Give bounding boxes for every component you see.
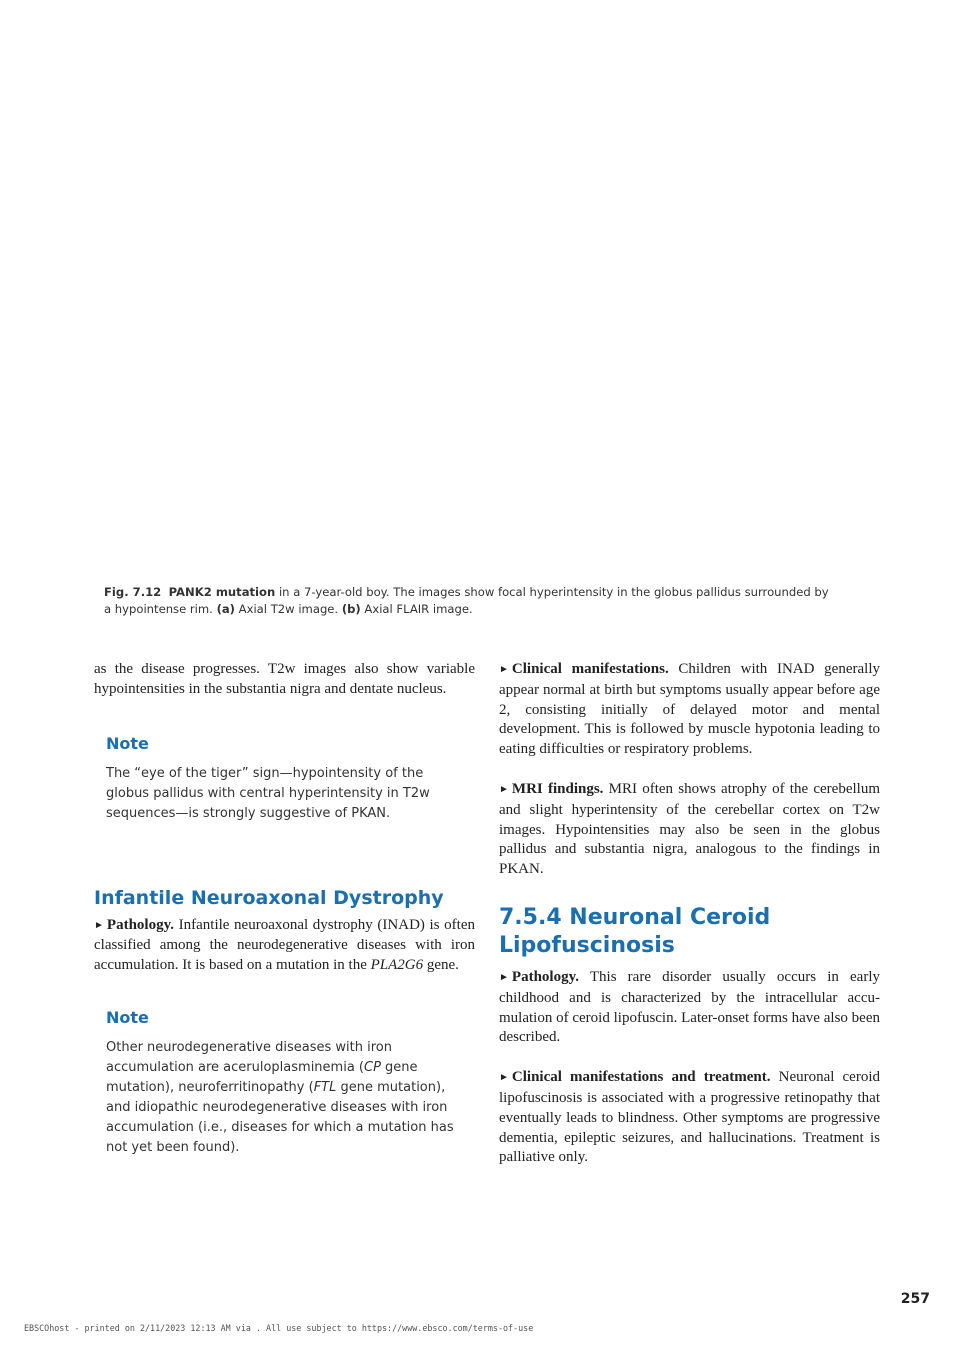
caption-b-label: (b) [341,602,361,616]
run-in-heading: Clinical manifestations and treatment. [511,1069,771,1086]
bullet-arrow-icon: ► [499,971,509,983]
footer-notice: EBSCOhost - printed on 2/11/2023 12:13 AM via . All use subject to https://www.ebsco.com/terms-of-use [24,1323,534,1333]
run-in-heading: Pathology. [106,916,174,933]
run-in-heading: Pathology. [511,968,579,985]
gene-name: PLA2G6 [370,957,424,974]
left-column [94,660,475,1158]
caption-b-text: Axial FLAIR image. [360,602,473,616]
gene-name: CP [364,1059,381,1075]
note-text: The “eye of the tiger” sign—hypointensity of the globus pallidus with central hyperintensity in T2w sequences—is strongly suggestive of PKAN. [106,765,430,821]
bullet-arrow-icon: ► [499,1072,509,1084]
heading-line-2: Lipofuscinosis [499,932,675,958]
section-heading-ncl [499,904,880,960]
bullet-arrow-icon: ► [499,783,509,795]
paragraph-inad-mri: ► MRI findings. MRI often shows atrophy of the cerebellum and slight hyperintensity of the cerebellar cortex on T2w images. Hypointensities may also be seen in the globus pallidus and substantia nigra, analogous to the findings in PKAN. [499,780,880,878]
heading-line-1: 7.5.4 Neuronal Ceroid [499,904,771,930]
paragraph-disease-progress: as the disease progresses. T2w images also show variable hypointensities in the substantia nigra and dentate nucleus. [94,661,475,697]
paragraph-inad-pathology: ► Pathology. Infantile neuroaxonal dystrophy (INAD) is often classified among the neurodegenerative diseases with iron accumulation. It is based on a mutation in the PLA2G6 gene. [94,916,475,974]
figure-caption [104,584,834,618]
caption-a-text: Axial T2w image. [234,602,342,616]
note-box-other-diseases [94,1008,475,1158]
note-text: Other neurodegenerative diseases with iron accumulation are aceruloplasminemia (CP gene mutation), neuroferritinopathy (FTL gene mutation), and idiopathic neurodegenerative diseases with iron accumulation (i.e., diseases for which a mutation has not yet been found). [106,1039,454,1155]
note-box-eye-of-tiger [94,734,475,824]
run-in-heading: MRI findings. [511,780,604,797]
gene-name: FTL [313,1079,337,1095]
page-number: 257 [900,1291,930,1307]
paragraph-inad-clinical: ► Clinical manifestations. Children with INAD generally appear normal at birth but symptoms usually appear before age 2, consisting initially of delayed motor and mental development. This is followed by muscle hypotonia leading to eating difficulties or respiratory problems. [499,661,880,758]
paragraph-ncl-clinical: ► Clinical manifestations and treatment. Neuronal ceroid lipofuscinosis is associated with a progressive retinopathy that eventually leads to blindness. Other symptoms are progressive dementia, epileptic seizures, and hallucinations. Treatment is palliative only. [499,1069,881,1166]
caption-a-label: (a) [216,602,235,616]
right-column [499,660,880,1168]
run-in-heading: Clinical manifestations. [511,661,669,677]
bullet-arrow-icon: ► [499,664,509,675]
note-title: Note [106,733,149,753]
section-heading-inad: Infantile Neuroaxonal Dystrophy [94,886,444,909]
bullet-arrow-icon: ► [94,919,104,931]
figure-title: PANK2 mutation [168,585,276,599]
caption-text: in a 7-year-old boy. The images show focal hyperintensity in the globus pallidus surrounded by a hypointense rim. [104,585,829,616]
paragraph-ncl-pathology: ► Pathology. This rare disorder usually occurs in early childhood and is characterized by the intracellular accumulation of ceroid lipofuscin. Later-onset forms have also been described. [499,968,880,1046]
figure-label: Fig. 7.12 [104,585,162,599]
note-title: Note [106,1007,149,1027]
